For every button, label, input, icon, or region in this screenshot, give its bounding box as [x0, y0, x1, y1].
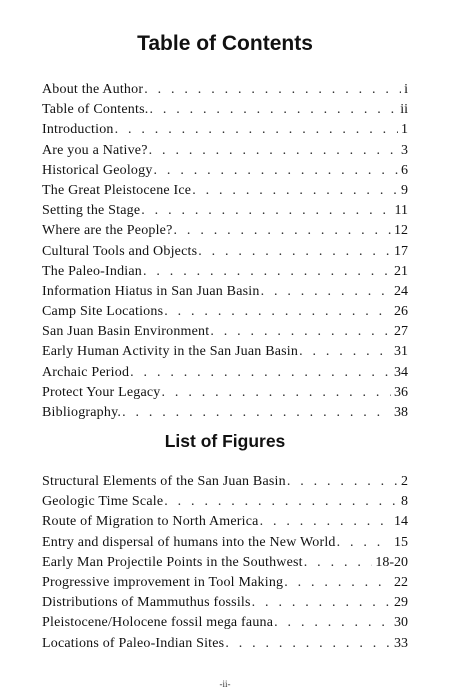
toc-entry-title: Information Hiatus in San Juan Basin [42, 283, 260, 299]
toc-entry [42, 221, 408, 241]
dot-leader [149, 100, 397, 120]
dot-leader [164, 492, 398, 512]
toc-entry [42, 282, 408, 302]
figure-entry-title: Geologic Time Scale [42, 494, 164, 510]
dot-leader [154, 161, 398, 181]
toc-entry-page: ii [400, 102, 408, 118]
dot-leader [174, 221, 391, 241]
toc-entry [42, 322, 408, 342]
dot-leader [192, 181, 398, 201]
figure-entry [42, 613, 408, 633]
toc-entry-title: Bibliography. [42, 405, 122, 420]
figure-entry-page: 22 [394, 574, 408, 590]
figure-entry [42, 533, 408, 553]
figure-entry-page: 33 [394, 635, 408, 651]
toc-entry [42, 100, 408, 120]
dot-leader [130, 363, 391, 383]
toc-entry-title: The Paleo-Indian [42, 263, 142, 279]
dot-leader [144, 80, 401, 100]
figure-entry-page: 18-20 [375, 554, 408, 570]
toc-entry-page: 3 [401, 142, 408, 158]
dot-leader [274, 613, 391, 633]
dot-leader [210, 322, 391, 342]
toc-entry-page: 26 [394, 304, 408, 320]
figures-heading: List of Figures [164, 431, 286, 451]
dot-leader [198, 242, 391, 262]
figure-entry [42, 634, 408, 654]
toc-entry-page: 17 [394, 243, 408, 259]
toc-entry-title: Early Human Activity in the San Juan Basin [42, 344, 299, 360]
figure-entry-page: 14 [394, 514, 408, 530]
dot-leader [260, 512, 391, 532]
figure-entry [42, 512, 408, 532]
toc-entry [42, 403, 408, 423]
figure-entry-title: Entry and dispersal of humans into the New World [42, 534, 336, 550]
toc-entry-page: 21 [394, 263, 408, 279]
toc-entry-title: Cultural Tools and Objects [42, 243, 198, 259]
toc-entry-title: Setting the Stage [42, 203, 141, 219]
dot-leader [225, 634, 391, 654]
figure-entry-page: 8 [401, 494, 408, 510]
dot-leader [164, 302, 391, 322]
toc-entry-title: Archaic Period [42, 364, 130, 380]
toc-entry-page: 27 [394, 324, 408, 340]
figure-entry-title: Structural Elements of the San Juan Basin [42, 474, 286, 489]
toc-entry-title: Historical Geology [42, 162, 153, 178]
toc-entry-page: 34 [394, 364, 408, 380]
figure-entry-title: Early Man Projectile Points in the Southwest [42, 554, 303, 570]
figure-entry-title: Route of Migration to North America [42, 514, 259, 530]
toc-entry [42, 201, 408, 221]
dot-leader [299, 342, 391, 362]
toc-entry-page: 38 [394, 405, 408, 420]
toc-entry [42, 141, 408, 161]
dot-leader [287, 472, 398, 492]
toc-entry [42, 363, 408, 383]
toc-entry [42, 242, 408, 262]
dot-leader [162, 383, 391, 403]
toc-entry-page: 12 [394, 223, 408, 239]
toc-entry-page: i [404, 82, 408, 97]
toc-entry-page: 9 [401, 182, 408, 198]
toc-entry-page: 1 [401, 122, 408, 138]
figure-entry [42, 472, 408, 492]
figure-entry [42, 573, 408, 593]
toc-entry [42, 262, 408, 282]
toc-heading: Table of Contents [137, 32, 313, 55]
toc-entry-title: Introduction [42, 122, 114, 138]
toc-list [42, 80, 408, 423]
toc-entry-title: The Great Pleistocene Ice [42, 182, 192, 198]
toc-entry [42, 80, 408, 100]
figure-entry [42, 593, 408, 613]
toc-entry-title: About the Author [42, 82, 144, 97]
toc-entry-page: 31 [394, 344, 408, 360]
toc-entry [42, 120, 408, 140]
page-number: -ii- [219, 679, 231, 689]
toc-entry [42, 342, 408, 362]
figure-entry-page: 2 [401, 474, 408, 489]
figure-entry-page: 30 [394, 615, 408, 631]
figure-entry-page: 15 [394, 534, 408, 550]
toc-entry [42, 302, 408, 322]
toc-entry [42, 383, 408, 403]
toc-entry-title: Where are the People? [42, 223, 173, 239]
toc-entry-page: 6 [401, 162, 408, 178]
figure-entry [42, 492, 408, 512]
toc-entry-page: 11 [394, 203, 408, 219]
dot-leader [141, 201, 391, 221]
dot-leader [122, 403, 391, 423]
figures-list [42, 472, 408, 654]
toc-entry-page: 36 [394, 384, 408, 400]
dot-leader [143, 262, 391, 282]
figure-entry-title: Progressive improvement in Tool Making [42, 574, 284, 590]
toc-entry-title: Table of Contents. [42, 102, 149, 118]
dot-leader [284, 573, 391, 593]
figure-entry-title: Locations of Paleo-Indian Sites [42, 635, 225, 651]
dot-leader [261, 282, 391, 302]
dot-leader [337, 533, 391, 553]
dot-leader [304, 553, 373, 573]
dot-leader [149, 141, 398, 161]
toc-entry-title: Protect Your Legacy [42, 384, 161, 400]
toc-entry [42, 161, 408, 181]
toc-entry-title: San Juan Basin Environment [42, 324, 210, 340]
toc-entry-title: Camp Site Locations [42, 304, 164, 320]
toc-entry-page: 24 [394, 283, 408, 299]
toc-entry [42, 181, 408, 201]
toc-entry-title: Are you a Native? [42, 142, 148, 158]
dot-leader [252, 593, 391, 613]
figure-entry-page: 29 [394, 595, 408, 611]
figure-entry-title: Pleistocene/Holocene fossil mega fauna [42, 615, 274, 631]
figure-entry [42, 553, 408, 573]
dot-leader [115, 120, 398, 140]
figure-entry-title: Distributions of Mammuthus fossils [42, 595, 251, 611]
